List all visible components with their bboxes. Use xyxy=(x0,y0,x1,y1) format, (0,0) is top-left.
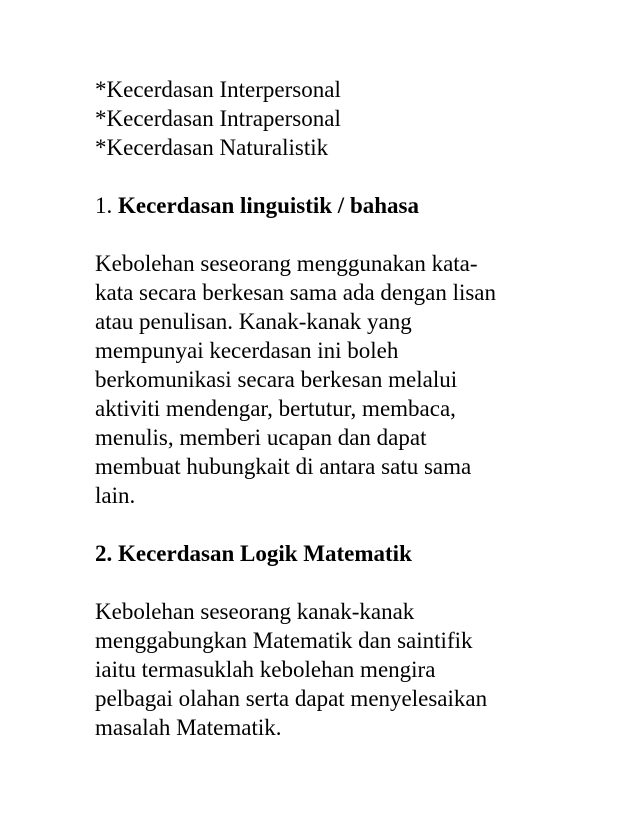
paragraph-line: masalah Matematik. xyxy=(95,715,282,740)
paragraph-line: pelbagai olahan serta dapat menyelesaikan xyxy=(95,686,488,711)
section-2-heading: 2. Kecerdasan Logik Matematik xyxy=(95,541,412,566)
list-item: *Kecerdasan Interpersonal xyxy=(95,77,341,102)
paragraph-line: menulis, memberi ucapan dan dapat xyxy=(95,425,427,450)
paragraph-line: berkomunikasi secara berkesan melalui xyxy=(95,367,458,392)
section-1-body xyxy=(95,249,565,510)
paragraph-line: atau penulisan. Kanak-kanak yang xyxy=(95,309,412,334)
section-2-body xyxy=(95,597,565,742)
spacer xyxy=(95,220,565,249)
paragraph-line: Kebolehan seseorang menggunakan kata- xyxy=(95,251,478,276)
document-content xyxy=(95,75,565,742)
paragraph-line: Kebolehan seseorang kanak-kanak xyxy=(95,599,415,624)
spacer xyxy=(95,568,565,597)
intelligence-list xyxy=(95,75,565,162)
spacer xyxy=(95,162,565,191)
section-1-title: Kecerdasan linguistik / bahasa xyxy=(118,193,419,218)
paragraph-line: iaitu termasuklah kebolehan mengira xyxy=(95,657,436,682)
paragraph-line: lain. xyxy=(95,483,136,508)
paragraph-line: mempunyai kecerdasan ini boleh xyxy=(95,338,399,363)
paragraph-line: menggabungkan Matematik dan saintifik xyxy=(95,628,473,653)
list-item: *Kecerdasan Naturalistik xyxy=(95,135,329,160)
spacer xyxy=(95,510,565,539)
paragraph-line: membuat hubungkait di antara satu sama xyxy=(95,454,472,479)
paragraph-line: kata secara berkesan sama ada dengan lisan xyxy=(95,280,497,305)
list-item: *Kecerdasan Intrapersonal xyxy=(95,106,341,131)
paragraph-line: aktiviti mendengar, bertutur, membaca, xyxy=(95,396,456,421)
section-1-number: 1. xyxy=(95,193,113,218)
section-1-heading xyxy=(95,191,565,220)
